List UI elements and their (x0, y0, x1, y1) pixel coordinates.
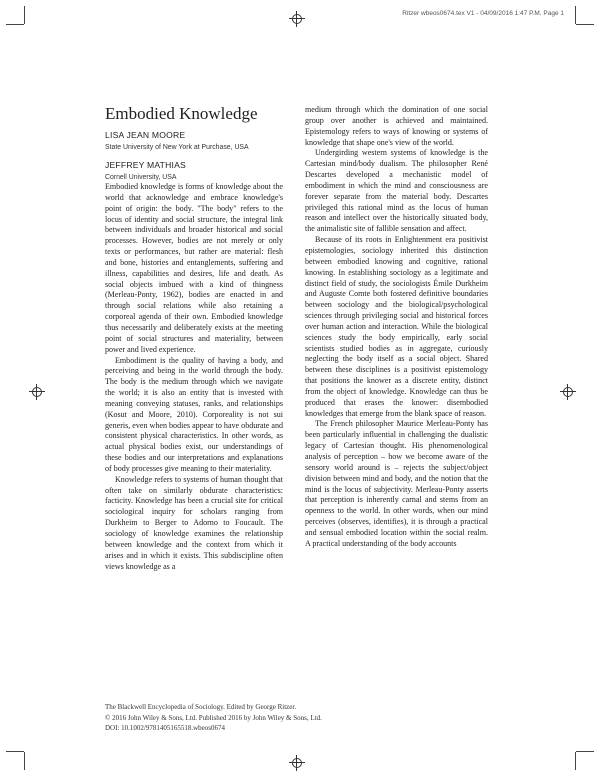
left-column (105, 182, 283, 572)
registration-mark-icon (289, 11, 305, 27)
crop-mark (6, 751, 24, 752)
body-paragraph: The French philosopher Maurice Merleau-Ponty has been particularly influential in challenging the dualistic legacy of Cartesian thought. His phenomenological analysis of perception – how we become aware of the sensory world around is – rejects the subject/object division between mind and body, and the notion that the mind is the locus of subjectivity. Merleau-Ponty asserts that perception is inherently carnal and stems from an openness to the world. In other words, when our mind perceives (observes, identifies), it is through a practical and sensual embodied location within the social realm. A practical understanding of the body accounts (305, 419, 488, 548)
right-column (305, 105, 488, 550)
body-paragraph: medium through which the domination of one social group over another is achieved and maintained. Epistemology refers to ways of knowing or systems of knowledge that shape one's view of the world. (305, 105, 488, 147)
body-paragraph: Because of its roots in Enlightenment era positivist epistemologies, sociology inherited this distinction between embodied knowing and cognitive, rational knowing. In establishing sociology as a legitimate and distinct field of study, the sociologists Émile Durkheim and Auguste Comte both fostered definitive boundaries between sociology and the biological/psychological sciences through privileging social and historical forces over human action and interaction. While the biological sciences study the body empirically, early social scientists studied bodies as in aggregate, curiously neglecting the body itself as a social object. Shared between these disciplines is a positivist epistemology that positions the knower as a discrete entity, distinct from the object of knowledge. Knowledge can thus be produced that erases the knower: disembodied knowledges that emerge from the blank space of reason. (305, 235, 488, 418)
crop-mark (24, 752, 25, 770)
crop-mark (576, 24, 594, 25)
article-footer (105, 702, 322, 734)
author-name: LISA JEAN MOORE (105, 130, 186, 140)
author-affiliation: Cornell University, USA (105, 174, 177, 181)
body-paragraph: Undergirding western systems of knowledge is the Cartesian mind/body dualism. The philosopher René Descartes developed a mechanistic model of embodiment in which the mind and consciousness are forever separate from the material body. Descartes privileged this rational mind as the locus of human reason and intellect over the historically situated body, the animalistic site of fallible sensation and affect. (305, 148, 488, 234)
doi-line: DOI: 10.1002/9781405165518.wbeos0674 (105, 724, 225, 733)
crop-mark (575, 6, 576, 24)
article-title: Embodied Knowledge (105, 104, 258, 123)
registration-mark-icon (289, 755, 305, 771)
registration-mark-icon (29, 384, 45, 400)
body-paragraph: Embodied knowledge is forms of knowledge about the world that acknowledge and embrace knowledge's point of origin: the body. "The body" refers to the locus of identity and social structure, the integral link between individuals and broader historical and social processes. However, bodies are not merely or only texts or performances, but rather are material: flesh and bone, histories and entanglements, suffering and illness, capabilities and desires, life and death. As social objects imbued with a kind of thingness (Merleau-Ponty, 1962), bodies are enacted in and through social relations while also retaining a corporeal agenda of their own. Embodied knowledge thus necessarily and deliberately exists at the meeting point of social structures and materiality, between power and lived experience. (105, 182, 283, 354)
copyright-line: © 2016 John Wiley & Sons, Ltd. Published 2016 by John Wiley & Sons, Ltd. (105, 713, 322, 722)
body-paragraph: Knowledge refers to systems of human thought that often take on similarly obdurate characteristics: facticity. Knowledge has been a crucial site for critical sociological inquiry for scholars ranging from Durkheim to Berger to Adorno to Foucault. The sociology of knowledge examines the relationship between knowledge and the context from which it arises and in which it exists. This subdiscipline often views knowledge as a (105, 474, 283, 571)
registration-mark-icon (560, 384, 576, 400)
author-affiliation: State University of New York at Purchase, USA (105, 144, 249, 151)
crop-mark (24, 6, 25, 24)
body-paragraph: Embodiment is the quality of having a body, and perceiving and being in the world through the body. The body is the medium through which we navigate the world; it is also an entity that is invested with meaning conveying statuses, ranks, and relationships (Kosut and Moore, 2010). Corporeality is not sui generis, even when bodies appear to have obdurate and consistent physical characteristics. In other words, as actual physical bodies exist, our understandings of these bodies and our interpretations and explanations of body processes give meaning to their materiality. (105, 355, 283, 473)
crop-mark (575, 752, 576, 770)
source-line: The Blackwell Encyclopedia of Sociology. Edited by George Ritzer. (105, 703, 297, 711)
proof-header: Ritzer wbeos0674.tex V1 - 04/09/2016 1:47 P.M. Page 1 (402, 10, 564, 17)
author-name: JEFFREY MATHIAS (105, 160, 186, 170)
crop-mark (6, 24, 24, 25)
crop-mark (576, 751, 594, 752)
